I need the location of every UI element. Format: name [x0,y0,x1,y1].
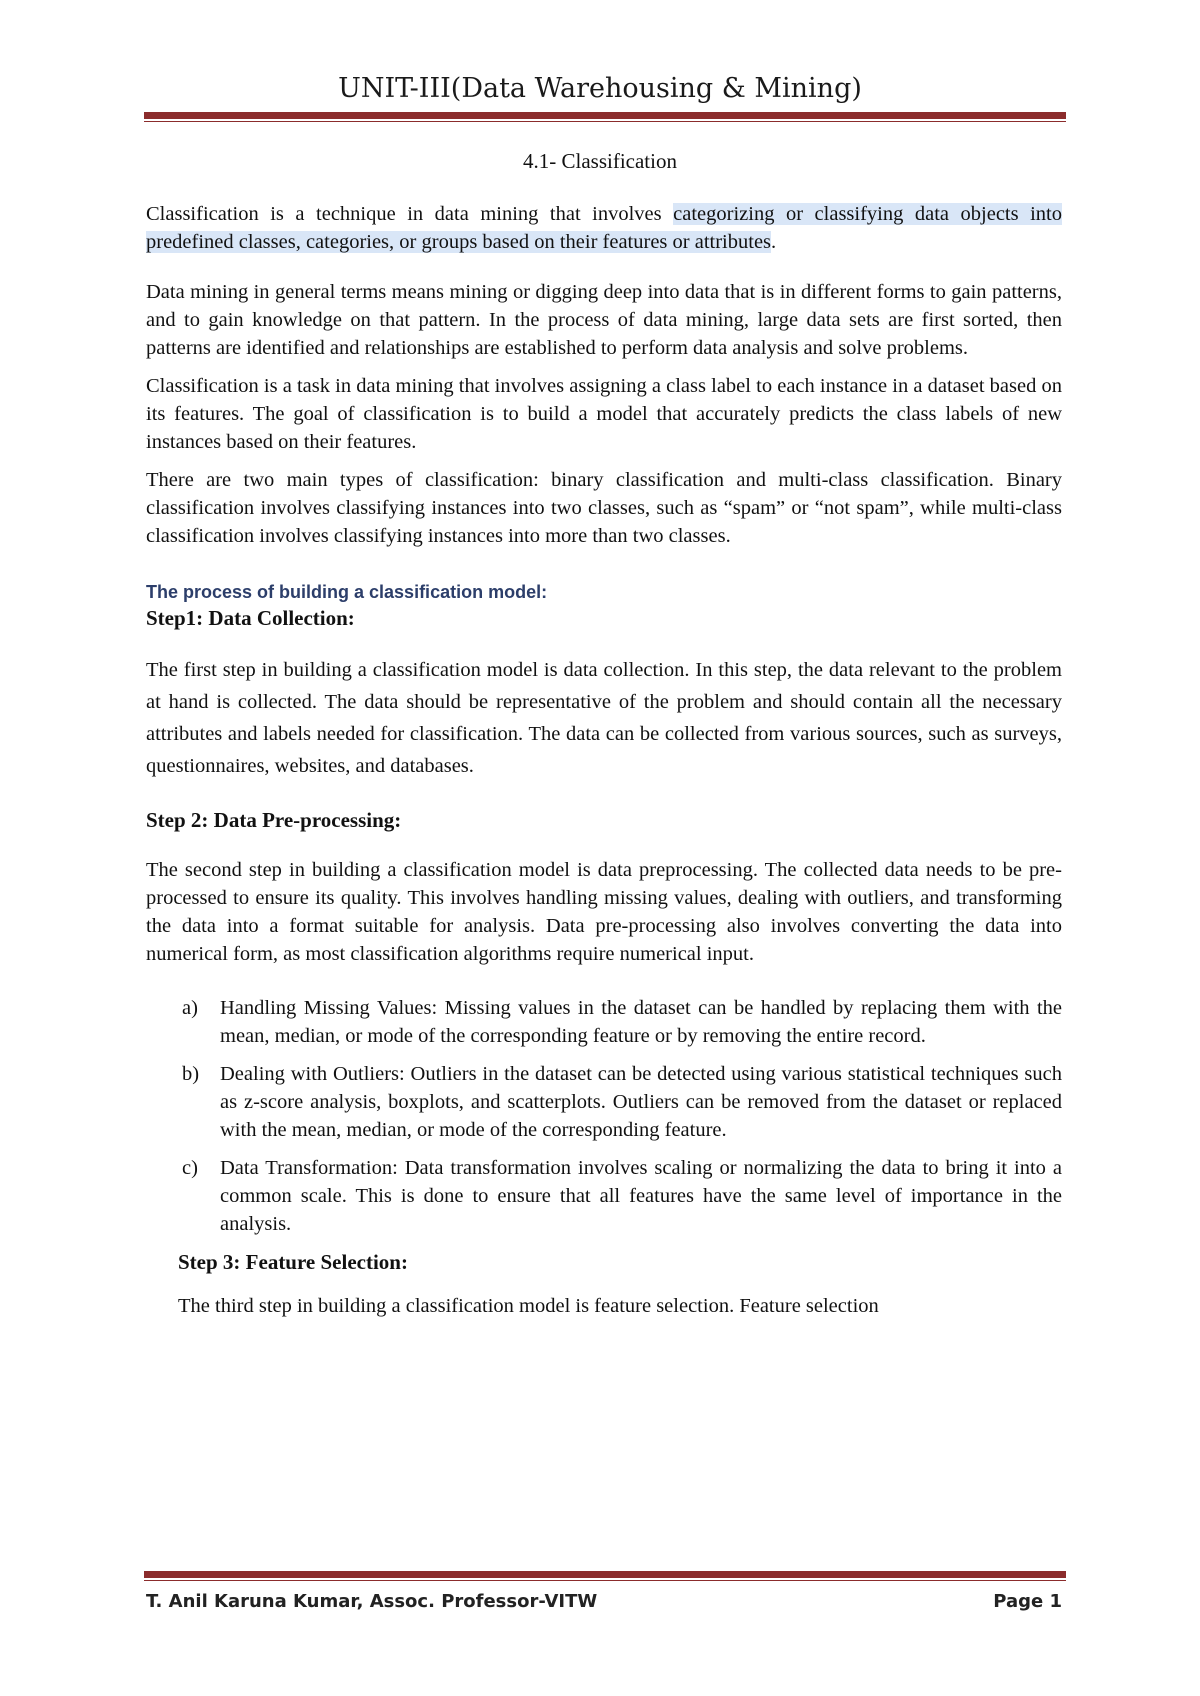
document-body [146,200,1062,1320]
page-header-title: UNIT-III(Data Warehousing & Mining) [338,73,862,104]
preprocessing-list [146,994,1062,1238]
step1-paragraph: The first step in building a classification model is data collection. In this step, the data relevant to the problem at hand is collected. The data should be representative of the problem and should contain all the necessary attributes and labels needed for classification. The data can be collected from various sources, such as surveys, questionnaires, websites, and databases. [146,659,1062,777]
intro-text-end: . [771,231,777,253]
highlighted-selection[interactable]: categorizing or classifying data objects into predefined classes, categories, or groups based on their features or attributes [146,203,1062,253]
footer-author: T. Anil Karuna Kumar, Assoc. Professor-VITW [146,1591,598,1612]
list-item [146,1154,1062,1238]
step2-heading: Step 2: Data Pre-processing: [146,808,402,832]
process-heading: The process of building a classification model: [146,582,548,602]
section-title: 4.1- Classification [523,149,677,173]
classification-task-paragraph: Classification is a task in data mining that involves assigning a class label to each instance in a dataset based on its features. The goal of classification is to build a model that accurately predicts the class labels of new instances based on their features. [146,375,1062,453]
step1-heading: Step1: Data Collection: [146,606,355,630]
footer-divider [144,1571,1066,1578]
footer-page-number: Page 1 [993,1591,1062,1612]
list-item [146,1060,1062,1144]
list-marker: a) [182,997,198,1019]
list-item-text: Dealing with Outliers: Outliers in the dataset can be detected using various statistical techniques such as z-score analysis, boxplots, and scatterplots. Outliers can be removed from the dataset or replaced with the mean, median, or mode of the corresponding feature. [220,1063,1062,1141]
intro-paragraph [146,200,1062,256]
list-item-text: Handling Missing Values: Missing values in the dataset can be handled by replacing them with the mean, median, or mode of the corresponding feature or by removing the entire record. [220,997,1062,1047]
step2-paragraph: The second step in building a classification model is data preprocessing. The collected data needs to be pre-processed to ensure its quality. This involves handling missing values, dealing with outliers, and transforming the data into a format suitable for analysis. Data pre-processing also involves converting the data into numerical form, as most classification algorithms require numerical input. [146,859,1062,965]
list-marker: c) [182,1157,198,1179]
classification-types-paragraph: There are two main types of classification: binary classification and multi-class classification. Binary classification involves classifying instances into two classes, such as “spam” or “not spam”, while multi-class classification involves classifying instances into more than two classes. [146,469,1062,547]
header-divider [144,112,1066,119]
list-item [146,994,1062,1050]
list-marker: b) [182,1063,200,1085]
data-mining-paragraph: Data mining in general terms means mining or digging deep into data that is in different forms to gain patterns, and to gain knowledge on that pattern. In the process of data mining, large data sets are first sorted, then patterns are identified and relationships are established to perform data analysis and solve problems. [146,281,1062,359]
intro-text-start: Classification is a technique in data mining that involves [146,203,674,225]
step3-paragraph: The third step in building a classification model is feature selection. Feature selection [178,1295,879,1317]
list-item-text: Data Transformation: Data transformation involves scaling or normalizing the data to bring it into a common scale. This is done to ensure that all features have the same level of importance in the analysis. [220,1157,1062,1235]
step3-heading: Step 3: Feature Selection: [178,1250,408,1274]
